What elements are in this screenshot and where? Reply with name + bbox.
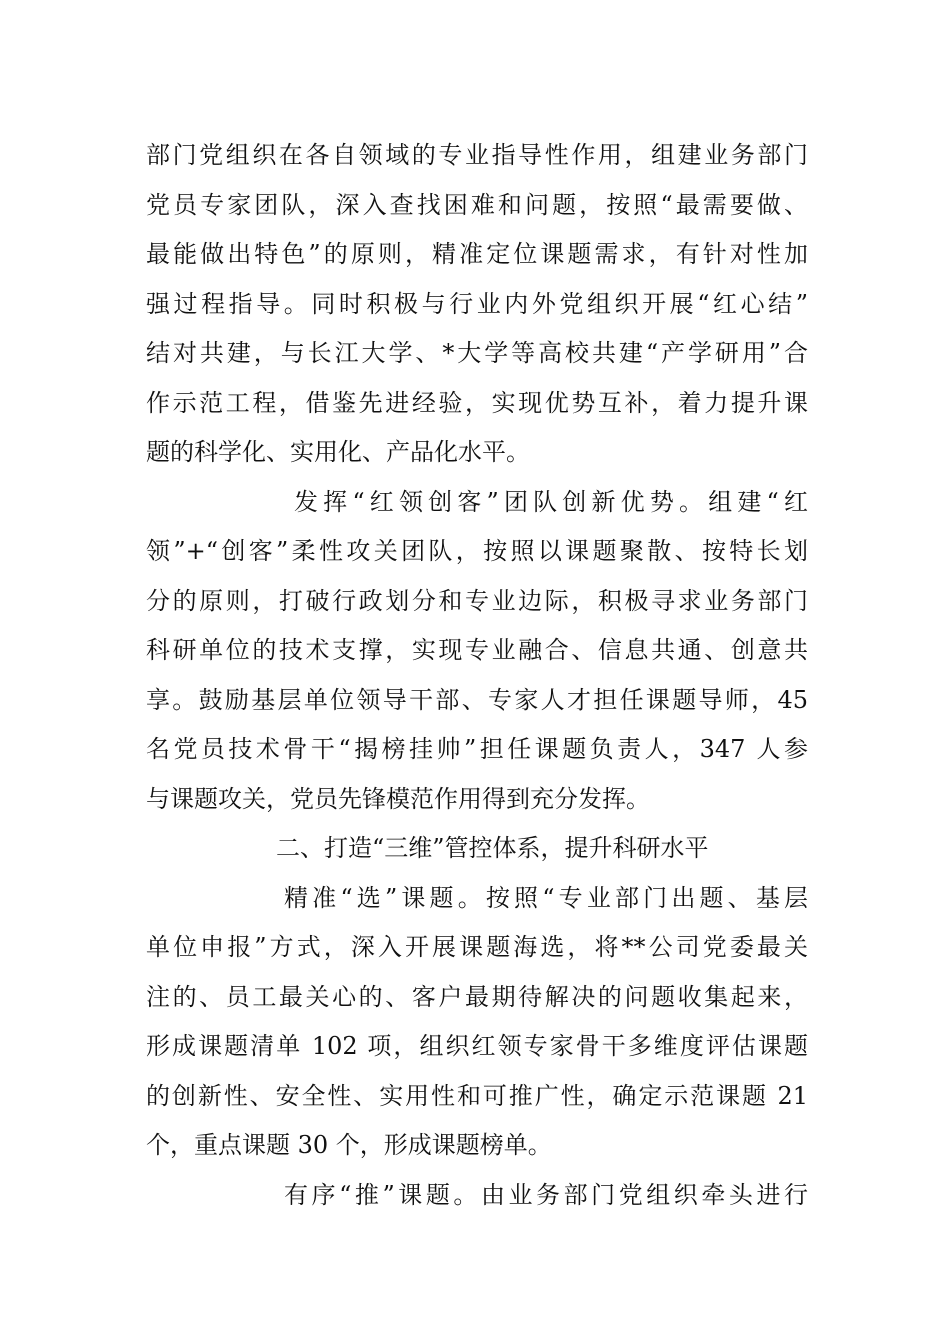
text-line: 享。鼓励基层单位领导干部、专家人才担任课题导师，45 xyxy=(146,685,808,714)
document-body xyxy=(146,131,808,1220)
text-line: 强过程指导。同时积极与行业内外党组织开展“红心结” xyxy=(146,289,808,318)
text-line: 名党员技术骨干“揭榜挂帅”担任课题负责人，347 人参 xyxy=(146,735,808,763)
paragraph-4 xyxy=(146,1171,808,1221)
text-line: 的创新性、安全性、实用性和可推广性，确定示范课题 21 xyxy=(146,1081,808,1110)
text-line: 发挥“红领创客”团队创新优势。组建“红 xyxy=(294,487,808,516)
text-line: 有序“推”课题。由业务部门党组织牵头进行 xyxy=(284,1180,808,1209)
text-line: 领”+“创客”柔性攻关团队，按照以课题聚散、按特长划 xyxy=(146,537,808,565)
text-line: 注的、员工最关心的、客户最期待解决的问题收集起来， xyxy=(146,982,808,1011)
text-line: 精准“选”课题。按照“专业部门出题、基层 xyxy=(284,883,808,912)
paragraph-3 xyxy=(146,874,808,1171)
text-line: 分的原则，打破行政划分和专业边际，积极寻求业务部门 xyxy=(146,586,808,615)
text-line: 最能做出特色”的原则，精准定位课题需求，有针对性加 xyxy=(146,240,808,268)
text-line: 个，重点课题 30 个，形成课题榜单。 xyxy=(146,1131,552,1159)
text-line: 与课题攻关，党员先锋模范作用得到充分发挥。 xyxy=(146,784,650,813)
text-line: 结对共建，与长江大学、*大学等高校共建“产学研用”合 xyxy=(146,339,808,367)
section-heading xyxy=(146,824,808,874)
text-line: 作示范工程，借鉴先进经验，实现优势互补，着力提升课 xyxy=(146,388,808,417)
section-heading-text: 二、打造“三维”管控体系，提升科研水平 xyxy=(276,834,709,862)
text-line: 单位申报”方式，深入开展课题海选，将**公司党委最关 xyxy=(146,933,808,961)
paragraph-1 xyxy=(146,131,808,478)
paragraph-2 xyxy=(146,478,808,825)
text-line: 形成课题清单 102 项，组织红领专家骨干多维度评估课题 xyxy=(146,1032,808,1060)
text-line: 科研单位的技术支撑，实现专业融合、信息共通、创意共 xyxy=(146,636,808,664)
text-line: 党员专家团队，深入查找困难和问题，按照“最需要做、 xyxy=(146,190,808,219)
text-line: 部门党组织在各自领域的专业指导性作用，组建业务部门 xyxy=(146,141,808,169)
text-line: 题的科学化、实用化、产品化水平。 xyxy=(146,438,530,466)
